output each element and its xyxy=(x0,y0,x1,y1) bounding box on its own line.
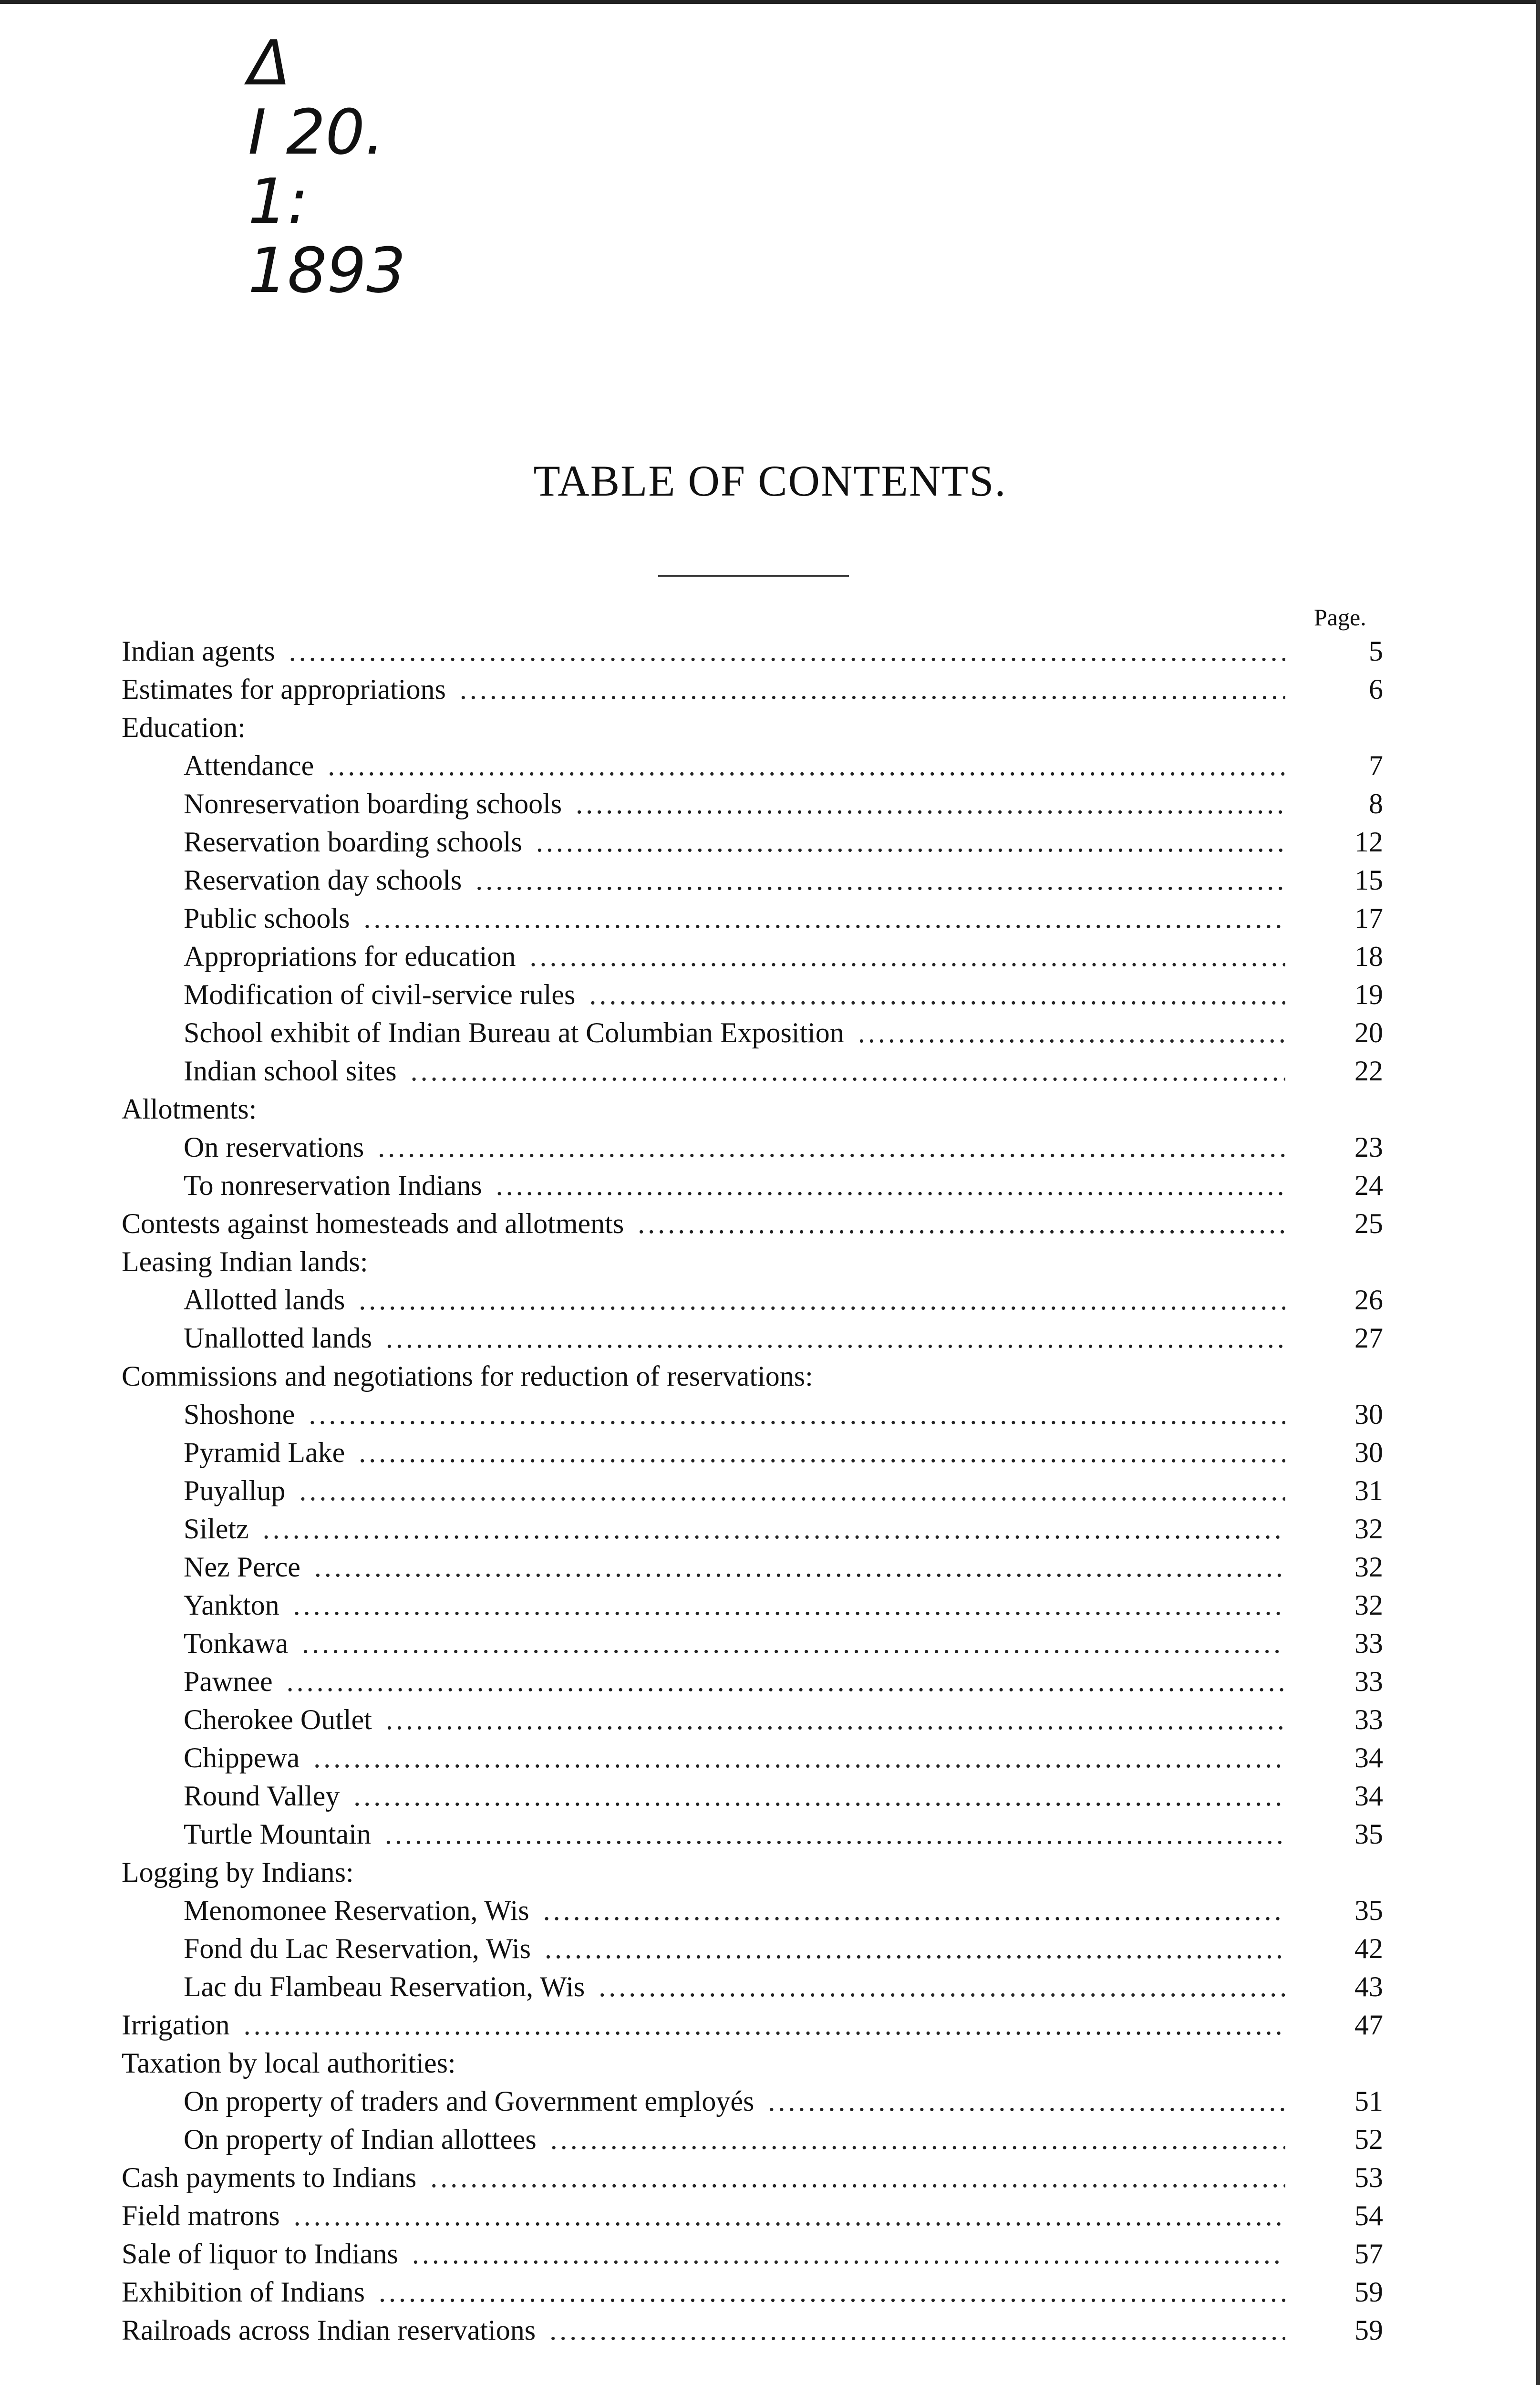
toc-entry xyxy=(0,2082,1540,2120)
page-column-header: Page. xyxy=(1314,604,1366,631)
toc-entry-label-wrap xyxy=(184,1433,1285,1472)
toc-entry-page: 43 xyxy=(1354,1971,1383,2002)
toc-entry-label-wrap xyxy=(122,2197,1285,2235)
toc-entry-label: Turtle Mountain xyxy=(184,1818,375,1850)
toc-entry-page: 24 xyxy=(1354,1170,1383,1201)
toc-entry-label: Yankton xyxy=(184,1589,283,1621)
toc-entry-label: Modification of civil-service rules xyxy=(184,979,579,1010)
toc-entry xyxy=(0,2273,1540,2311)
toc-entry-label-wrap xyxy=(184,1739,1285,1777)
toc-entry-page: 19 xyxy=(1354,979,1383,1010)
toc-entry xyxy=(0,747,1540,785)
toc-entry xyxy=(0,1014,1540,1052)
toc-entry xyxy=(0,1777,1540,1815)
title-divider xyxy=(658,575,849,577)
toc-entry-page: 20 xyxy=(1354,1017,1383,1048)
toc-entry-label: Taxation by local authorities: xyxy=(122,2047,460,2079)
toc-entry-label-wrap xyxy=(184,1968,1285,2006)
toc-entry-label-wrap xyxy=(122,2044,1285,2082)
toc-entry-label-wrap xyxy=(184,1052,1285,1090)
toc-entry-page: 42 xyxy=(1354,1933,1383,1964)
toc-entry-page: 30 xyxy=(1354,1437,1383,1468)
toc-entry-page: 23 xyxy=(1354,1131,1383,1163)
toc-entry xyxy=(0,1701,1540,1739)
toc-entry-label: On reservations xyxy=(184,1131,368,1163)
toc-entry-label: Attendance xyxy=(184,750,318,781)
toc-entry-page: 17 xyxy=(1354,902,1383,934)
toc-entry-page: 51 xyxy=(1354,2085,1383,2117)
toc-entry-label: Field matrons xyxy=(122,2200,284,2231)
toc-entry-label-wrap xyxy=(184,1548,1285,1586)
toc-entry xyxy=(0,1739,1540,1777)
toc-entry-label: Nez Perce xyxy=(184,1551,304,1583)
toc-entry xyxy=(0,2197,1540,2235)
toc-entry-page: 32 xyxy=(1354,1551,1383,1583)
toc-entry xyxy=(0,861,1540,899)
toc-entry-label: Indian school sites xyxy=(184,1055,401,1087)
toc-entry-label-wrap xyxy=(122,2235,1285,2273)
toc-entry xyxy=(0,1395,1540,1433)
toc-entry-label: Irrigation xyxy=(122,2009,234,2041)
toc-entry-page: 59 xyxy=(1354,2314,1383,2346)
toc-entry-page: 35 xyxy=(1354,1818,1383,1850)
toc-entry-label-wrap xyxy=(184,2082,1285,2120)
toc-entry xyxy=(0,708,1540,747)
toc-entry-label-wrap xyxy=(184,1929,1285,1968)
toc-entry-label: Lac du Flambeau Reservation, Wis xyxy=(184,1971,589,2002)
toc-entry xyxy=(0,2158,1540,2197)
toc-entry-page: 34 xyxy=(1354,1742,1383,1773)
toc-entry-label: Tonkawa xyxy=(184,1628,292,1659)
toc-entry-label-wrap xyxy=(122,1243,1285,1281)
toc-entry-page: 59 xyxy=(1354,2276,1383,2308)
toc-entry xyxy=(0,1433,1540,1472)
toc-entry-label-wrap xyxy=(184,1662,1285,1701)
toc-entry-page: 35 xyxy=(1354,1895,1383,1926)
toc-entry xyxy=(0,1929,1540,1968)
toc-entry-label-wrap xyxy=(184,823,1285,861)
toc-entry-label: On property of traders and Government employés xyxy=(184,2085,758,2117)
toc-entry xyxy=(0,1052,1540,1090)
toc-entry-label-wrap xyxy=(122,2311,1285,2349)
toc-entry-label: Unallotted lands xyxy=(184,1322,376,1354)
toc-entry-label-wrap xyxy=(184,747,1285,785)
toc-entry xyxy=(0,2044,1540,2082)
toc-entry-label-wrap xyxy=(184,1014,1285,1052)
toc-entry xyxy=(0,1624,1540,1662)
toc-entry xyxy=(0,2120,1540,2158)
toc-entry-label-wrap xyxy=(122,1204,1285,1243)
toc-entry-label: Round Valley xyxy=(184,1780,343,1812)
toc-entry-label-wrap xyxy=(122,2158,1285,2197)
toc-entry-label: On property of Indian allottees xyxy=(184,2124,540,2155)
toc-entry-page: 8 xyxy=(1369,788,1383,819)
toc-entry-label: Allotments: xyxy=(122,1093,260,1125)
toc-entry-label: Siletz xyxy=(184,1513,253,1545)
toc-entry-label: Pyramid Lake xyxy=(184,1437,349,1468)
toc-entry-page: 34 xyxy=(1354,1780,1383,1812)
toc-entry-label: Sale of liquor to Indians xyxy=(122,2238,402,2270)
toc-entry-label: Reservation boarding schools xyxy=(184,826,526,858)
toc-entry xyxy=(0,785,1540,823)
toc-entry xyxy=(0,1319,1540,1357)
toc-entry xyxy=(0,1662,1540,1701)
toc-entry-label-wrap xyxy=(122,1853,1285,1891)
toc-entry-page: 12 xyxy=(1354,826,1383,858)
toc-entry-label-wrap xyxy=(184,785,1285,823)
toc-entry-label: Education: xyxy=(122,712,249,743)
toc-entry-page: 7 xyxy=(1369,750,1383,781)
page-title: TABLE OF CONTENTS. xyxy=(533,456,1007,505)
toc-entry-label: Cash payments to Indians xyxy=(122,2162,420,2193)
toc-entry xyxy=(0,1815,1540,1853)
toc-entry-label-wrap xyxy=(122,2006,1285,2044)
toc-entry-label-wrap xyxy=(184,1319,1285,1357)
toc-entry-label: Commissions and negotiations for reduction of reservations: xyxy=(122,1360,817,1392)
toc-entry xyxy=(0,632,1540,670)
toc-entry-label: Menomonee Reservation, Wis xyxy=(184,1895,533,1926)
toc-entry xyxy=(0,2006,1540,2044)
toc-entry-label-wrap xyxy=(122,2273,1285,2311)
toc-entry-label: Railroads across Indian reservations xyxy=(122,2314,539,2346)
toc-entry xyxy=(0,1472,1540,1510)
toc-entry-page: 31 xyxy=(1354,1475,1383,1506)
toc-entry-page: 32 xyxy=(1354,1589,1383,1621)
page-top-edge xyxy=(0,0,1540,4)
table-of-contents xyxy=(0,632,1540,2349)
toc-entry xyxy=(0,1090,1540,1128)
toc-entry-label-wrap xyxy=(122,632,1285,670)
toc-entry-label: Fond du Lac Reservation, Wis xyxy=(184,1933,535,1964)
toc-entry xyxy=(0,1891,1540,1929)
toc-entry-page: 33 xyxy=(1354,1628,1383,1659)
toc-entry xyxy=(0,1853,1540,1891)
toc-entry xyxy=(0,899,1540,937)
toc-entry xyxy=(0,2235,1540,2273)
toc-entry-label: Puyallup xyxy=(184,1475,289,1506)
toc-entry-page: 52 xyxy=(1354,2124,1383,2155)
toc-entry-label: To nonreservation Indians xyxy=(184,1170,486,1201)
toc-entry-label-wrap xyxy=(184,1510,1285,1548)
toc-entry-page: 26 xyxy=(1354,1284,1383,1316)
handwritten-catalog-mark xyxy=(248,29,406,305)
toc-entry-page: 57 xyxy=(1354,2238,1383,2270)
toc-entry-label: Chippewa xyxy=(184,1742,303,1773)
toc-entry xyxy=(0,1128,1540,1166)
toc-entry-label: Exhibition of Indians xyxy=(122,2276,369,2308)
handwritten-line: 1: xyxy=(248,165,309,238)
toc-entry-label-wrap xyxy=(122,670,1285,708)
toc-entry-label-wrap xyxy=(184,1891,1285,1929)
toc-entry-label: Nonreservation boarding schools xyxy=(184,788,566,819)
toc-entry-label-wrap xyxy=(184,1624,1285,1662)
toc-entry xyxy=(0,1166,1540,1204)
toc-entry-label-wrap xyxy=(184,1281,1285,1319)
toc-entry-page: 33 xyxy=(1354,1704,1383,1735)
handwritten-line: Δ xyxy=(248,27,290,99)
toc-entry-label: Cherokee Outlet xyxy=(184,1704,376,1735)
toc-entry-page: 22 xyxy=(1354,1055,1383,1087)
toc-entry xyxy=(0,1204,1540,1243)
toc-entry xyxy=(0,975,1540,1014)
toc-entry-label-wrap xyxy=(184,1128,1285,1166)
toc-entry-label-wrap xyxy=(122,1357,1285,1395)
handwritten-line: 1893 xyxy=(248,234,406,307)
toc-entry-page: 33 xyxy=(1354,1666,1383,1697)
toc-entry-page: 25 xyxy=(1354,1208,1383,1239)
toc-entry-label-wrap xyxy=(184,861,1285,899)
toc-entry-label-wrap xyxy=(184,1472,1285,1510)
toc-entry-label: Shoshone xyxy=(184,1399,299,1430)
toc-entry-label-wrap xyxy=(184,1777,1285,1815)
toc-entry-page: 5 xyxy=(1369,635,1383,667)
toc-entry xyxy=(0,2311,1540,2349)
toc-entry-page: 6 xyxy=(1369,674,1383,705)
toc-entry-page: 15 xyxy=(1354,864,1383,896)
toc-entry-label-wrap xyxy=(184,899,1285,937)
toc-entry-page: 53 xyxy=(1354,2162,1383,2193)
toc-entry-label-wrap xyxy=(184,1395,1285,1433)
toc-entry-label: Contests against homesteads and allotments xyxy=(122,1208,628,1239)
toc-entry-page: 27 xyxy=(1354,1322,1383,1354)
toc-entry-label: School exhibit of Indian Bureau at Columbian Exposition xyxy=(184,1017,848,1048)
toc-entry-label-wrap xyxy=(184,1586,1285,1624)
toc-entry-label-wrap xyxy=(184,2120,1285,2158)
toc-entry-label: Appropriations for education xyxy=(184,941,519,972)
toc-entry-label-wrap xyxy=(184,1701,1285,1739)
toc-entry xyxy=(0,1510,1540,1548)
toc-entry xyxy=(0,1243,1540,1281)
toc-entry-label-wrap xyxy=(184,1166,1285,1204)
toc-entry xyxy=(0,670,1540,708)
toc-entry-label: Allotted lands xyxy=(184,1284,349,1316)
toc-entry-label-wrap xyxy=(184,937,1285,975)
toc-entry-page: 47 xyxy=(1354,2009,1383,2041)
handwritten-line: I 20. xyxy=(248,96,385,168)
toc-entry-page: 30 xyxy=(1354,1399,1383,1430)
toc-entry xyxy=(0,1586,1540,1624)
toc-entry-label: Pawnee xyxy=(184,1666,277,1697)
toc-entry-page: 18 xyxy=(1354,941,1383,972)
toc-entry xyxy=(0,1281,1540,1319)
toc-entry-label: Leasing Indian lands: xyxy=(122,1246,372,1277)
toc-entry-label: Indian agents xyxy=(122,635,279,667)
toc-entry-label-wrap xyxy=(184,1815,1285,1853)
toc-entry-page: 54 xyxy=(1354,2200,1383,2231)
toc-entry xyxy=(0,1548,1540,1586)
toc-entry-label-wrap xyxy=(122,1090,1285,1128)
toc-entry-label: Estimates for appropriations xyxy=(122,674,450,705)
toc-entry-label: Public schools xyxy=(184,902,353,934)
toc-entry xyxy=(0,937,1540,975)
toc-entry-label-wrap xyxy=(184,975,1285,1014)
toc-entry xyxy=(0,1357,1540,1395)
toc-entry-page: 32 xyxy=(1354,1513,1383,1545)
toc-entry-label: Logging by Indians: xyxy=(122,1856,358,1888)
toc-entry-label: Reservation day schools xyxy=(184,864,465,896)
toc-entry-label-wrap xyxy=(122,708,1285,747)
toc-entry xyxy=(0,823,1540,861)
toc-entry xyxy=(0,1968,1540,2006)
